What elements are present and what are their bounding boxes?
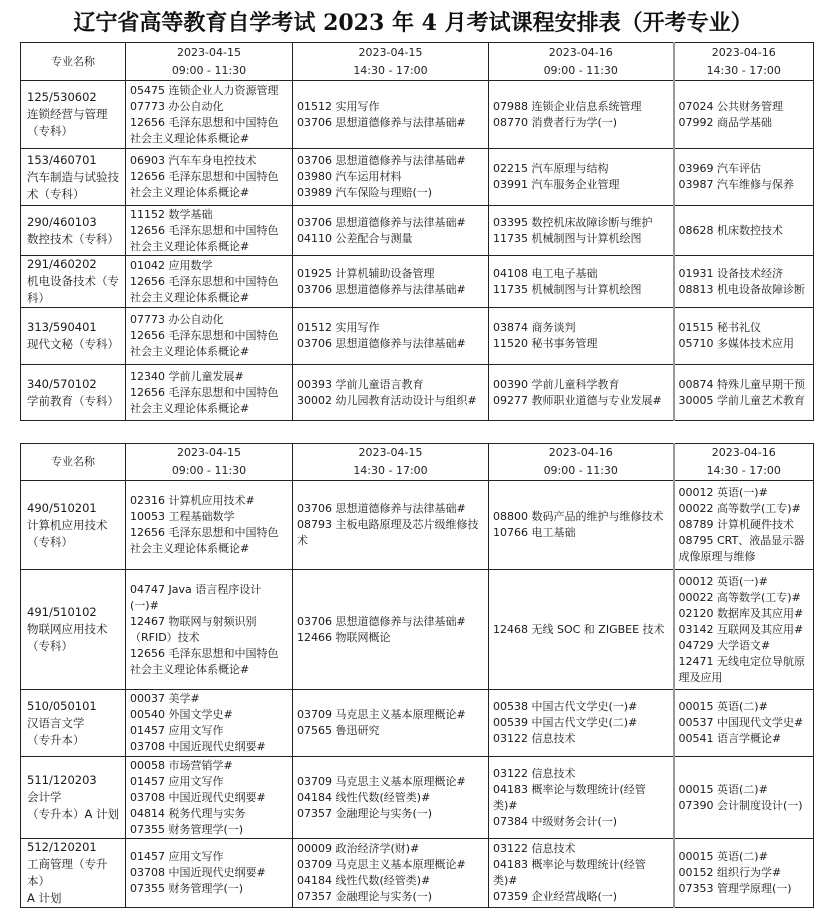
course-entry: 07565 鲁迅研究 <box>297 724 380 737</box>
course-entry: 06903 汽车车身电控技术 <box>130 154 257 167</box>
session-courses-cell <box>489 81 674 149</box>
course-entry: 07359 企业经营战略(一) <box>493 890 618 903</box>
course-entry: 07024 公共财务管理 <box>678 99 783 113</box>
course-entry: 07773 办公自动化 <box>130 313 224 326</box>
session-courses-cell <box>126 839 293 908</box>
session-courses-cell <box>293 256 489 308</box>
major-label-line: （专升本）A 计划 <box>27 807 120 821</box>
schedule-table-2 <box>20 443 814 908</box>
session-header: 2023-04-15 09:00 - 11:30 <box>126 444 293 481</box>
course-entry: 07357 金融理论与实务(一) <box>297 806 433 820</box>
course-entry: 07355 财务管理学(一) <box>130 822 244 836</box>
course-entry: 02120 数据库及其应用# <box>678 606 804 620</box>
course-entry: 04814 税务代理与实务 <box>130 806 246 820</box>
major-label-line: 汽车制造与试验技术（专科） <box>27 169 119 201</box>
course-entry: 00541 语言学概论# <box>678 732 782 745</box>
course-entry: 01457 应用文写作 <box>130 850 224 863</box>
course-entry: 03122 信息技术 <box>493 766 576 780</box>
course-entry: 01042 应用数学 <box>130 258 213 272</box>
major-cell <box>21 206 126 256</box>
session-courses-cell <box>293 690 489 757</box>
course-entry: 03706 思想道德修养与法律基础# <box>297 337 466 350</box>
course-entry: 07390 会计制度设计(一) <box>678 798 803 812</box>
course-entry: 00538 中国古代文学史(一)# <box>493 700 638 713</box>
major-label-line: 数控技术（专科） <box>27 231 119 246</box>
major-label-line: 510/050101 <box>27 698 97 713</box>
major-label-line: 机电设备技术（专科） <box>27 274 119 305</box>
session-courses-cell <box>293 757 489 839</box>
course-entry: 03395 数控机床故障诊断与维护 <box>493 215 653 229</box>
session-courses-cell <box>674 206 814 256</box>
major-label-line: 连锁经营与管理 <box>27 107 108 121</box>
table-row <box>21 757 814 839</box>
table-row <box>21 570 814 690</box>
course-entry: 00015 英语(二)# <box>678 700 768 713</box>
course-entry: 03708 中国近现代史纲要# <box>130 790 266 804</box>
table-row <box>21 308 814 365</box>
major-label-line: 290/460103 <box>27 214 97 229</box>
major-cell <box>21 308 126 365</box>
session-header: 2023-04-16 09:00 - 11:30 <box>489 444 674 481</box>
course-entry: 10053 工程基础数学 <box>130 510 235 523</box>
session-courses-cell <box>674 308 814 365</box>
course-entry: 00539 中国古代文学史(二)# <box>493 716 638 729</box>
course-entry: 00015 英语(二)# <box>678 782 768 796</box>
course-entry: 12656 毛泽东思想和中国特色社会主义理论体系概论# <box>130 170 279 199</box>
table-row <box>21 81 814 149</box>
course-entry: 03706 思想道德修养与法律基础# <box>297 154 466 167</box>
table-row <box>21 839 814 908</box>
course-entry: 03709 马克思主义基本原理概论# <box>297 708 466 721</box>
session-courses-cell <box>126 206 293 256</box>
course-entry: 04747 Java 语言程序设计(一)# <box>130 582 262 612</box>
major-cell <box>21 570 126 690</box>
major-cell <box>21 757 126 839</box>
session-header: 2023-04-15 14:30 - 17:00 <box>293 43 489 81</box>
session-header: 2023-04-16 14:30 - 17:00 <box>674 444 814 481</box>
course-entry: 12656 毛泽东思想和中国特色社会主义理论体系概论# <box>130 385 279 415</box>
course-entry: 00393 学前儿童语言教育 <box>297 377 424 391</box>
session-courses-cell <box>126 481 293 570</box>
session-courses-cell <box>293 839 489 908</box>
schedule-body-2 <box>21 481 814 908</box>
course-entry: 07384 中级财务会计(一) <box>493 814 618 828</box>
course-entry: 03706 思想道德修养与法律基础# <box>297 282 466 296</box>
course-entry: 01457 应用文写作 <box>130 724 224 737</box>
table-header-row <box>21 43 814 81</box>
session-courses-cell <box>293 308 489 365</box>
session-courses-cell <box>293 570 489 690</box>
course-entry: 04729 大学语文# <box>678 638 771 652</box>
course-entry: 04110 公差配合与测量 <box>297 231 413 245</box>
session-courses-cell <box>126 570 293 690</box>
course-entry: 03142 互联网及其应用# <box>678 622 804 636</box>
session-courses-cell <box>489 308 674 365</box>
page-title: 辽宁省高等教育自学考试 2023 年 4 月考试课程安排表（开考专业） <box>73 10 753 36</box>
session-courses-cell <box>489 149 674 206</box>
course-entry: 05710 多媒体技术应用 <box>678 337 794 350</box>
schedule-body-1 <box>21 81 814 421</box>
course-entry: 01515 秘书礼仪 <box>678 321 761 334</box>
course-entry: 03706 思想道德修养与法律基础# <box>297 115 466 129</box>
major-label-line: 340/570102 <box>27 376 97 391</box>
course-entry: 03989 汽车保险与理赔(一) <box>297 186 433 199</box>
session-courses-cell <box>293 206 489 256</box>
course-entry: 00015 英语(二)# <box>678 850 768 863</box>
session-courses-cell <box>489 839 674 908</box>
course-entry: 07353 管理学原理(一) <box>678 882 792 895</box>
session-courses-cell <box>293 149 489 206</box>
session-courses-cell <box>126 757 293 839</box>
course-entry: 11152 数学基础 <box>130 207 213 221</box>
course-entry: 12466 物联网概论 <box>297 630 391 644</box>
course-entry: 03987 汽车维修与保养 <box>678 178 794 191</box>
major-cell <box>21 481 126 570</box>
course-entry: 00022 高等数学(工专)# <box>678 590 801 604</box>
course-entry: 00058 市场营销学# <box>130 758 233 772</box>
session-courses-cell <box>489 481 674 570</box>
major-cell <box>21 81 126 149</box>
major-cell <box>21 256 126 308</box>
course-entry: 07355 财务管理学(一) <box>130 882 244 895</box>
session-header: 2023-04-15 14:30 - 17:00 <box>293 444 489 481</box>
course-entry: 12656 毛泽东思想和中国特色社会主义理论体系概论# <box>130 526 279 555</box>
course-entry: 01925 计算机辅助设备管理 <box>297 266 435 280</box>
course-entry: 00009 政治经济学(财)# <box>297 842 420 855</box>
major-label-line: A 计划 <box>27 891 62 905</box>
major-column-header: 专业名称 <box>21 444 126 481</box>
course-entry: 00022 高等数学(工专)# <box>678 502 801 515</box>
course-entry: 08789 计算机硬件技术 <box>678 518 794 531</box>
course-entry: 12656 毛泽东思想和中国特色社会主义理论体系概论# <box>130 223 279 253</box>
major-label-line: （专科） <box>27 639 73 653</box>
session-courses-cell <box>674 839 814 908</box>
session-courses-cell <box>489 690 674 757</box>
session-courses-cell <box>126 690 293 757</box>
schedule-table-1 <box>20 42 814 421</box>
major-cell <box>21 149 126 206</box>
course-entry: 08795 CRT、液晶显示器成像原理与维修 <box>678 534 805 563</box>
course-entry: 03122 信息技术 <box>493 842 576 855</box>
session-courses-cell <box>674 690 814 757</box>
course-entry: 03708 中国近现代史纲要# <box>130 866 266 879</box>
major-label-line: 计算机应用技术 <box>27 517 108 532</box>
course-entry: 30002 幼儿园教育活动设计与组织# <box>297 393 477 407</box>
major-label-line: 490/510201 <box>27 500 97 515</box>
course-entry: 08793 主板电路原理及芯片级维修技术 <box>297 518 479 547</box>
session-courses-cell <box>674 481 814 570</box>
session-courses-cell <box>126 149 293 206</box>
major-label-line: 学前教育（专科） <box>27 393 119 408</box>
session-courses-cell <box>489 757 674 839</box>
major-label-line: 125/530602 <box>27 90 97 104</box>
session-courses-cell <box>126 308 293 365</box>
course-entry: 00390 学前儿童科学教育 <box>493 377 620 391</box>
table-row <box>21 365 814 421</box>
session-courses-cell <box>293 481 489 570</box>
session-courses-cell <box>489 256 674 308</box>
course-entry: 11735 机械制图与计算机绘图 <box>493 231 642 245</box>
course-entry: 08813 机电设备故障诊断 <box>678 282 805 296</box>
major-label-line: 现代文秘（专科） <box>27 337 119 351</box>
major-label-line: 工商管理（专升本） <box>27 857 108 888</box>
major-label-line: 会计学 <box>27 790 62 804</box>
session-header: 2023-04-16 14:30 - 17:00 <box>674 43 814 81</box>
course-entry: 04183 概率论与数理统计(经管类)# <box>493 782 646 812</box>
course-entry: 08770 消费者行为学(一) <box>493 115 618 129</box>
course-entry: 03874 商务谈判 <box>493 321 576 334</box>
course-entry: 00540 外国文学史# <box>130 708 233 721</box>
course-entry: 12656 毛泽东思想和中国特色社会主义理论体系概论# <box>130 329 279 358</box>
course-entry: 12656 毛泽东思想和中国特色社会主义理论体系概论# <box>130 646 279 676</box>
course-entry: 12340 学前儿童发展# <box>130 369 244 383</box>
course-entry: 12471 无线电定位导航原理及应用 <box>678 654 805 684</box>
table-header-row <box>21 444 814 481</box>
course-entry: 01457 应用文写作 <box>130 774 224 788</box>
course-entry: 03706 思想道德修养与法律基础# <box>297 502 466 515</box>
course-entry: 03709 马克思主义基本原理概论# <box>297 858 466 871</box>
session-header: 2023-04-15 09:00 - 11:30 <box>126 43 293 81</box>
major-label-line: 汉语言文学 <box>27 715 85 730</box>
session-courses-cell <box>674 256 814 308</box>
major-label-line: 313/590401 <box>27 320 97 334</box>
course-entry: 07992 商品学基础 <box>678 115 772 129</box>
major-label-line: （专科） <box>27 124 73 138</box>
session-courses-cell <box>674 365 814 421</box>
major-column-header: 专业名称 <box>21 43 126 81</box>
major-label-line: 物联网应用技术 <box>27 622 108 636</box>
table-row <box>21 256 814 308</box>
course-entry: 00537 中国现代文学史# <box>678 716 804 729</box>
course-entry: 03706 思想道德修养与法律基础# <box>297 215 466 229</box>
session-courses-cell <box>674 149 814 206</box>
major-label-line: 512/120201 <box>27 840 97 854</box>
session-courses-cell <box>674 570 814 690</box>
course-entry: 03969 汽车评估 <box>678 162 761 175</box>
course-entry: 00152 组织行为学# <box>678 866 782 879</box>
session-courses-cell <box>126 256 293 308</box>
course-entry: 03980 汽车运用材料 <box>297 170 402 183</box>
session-courses-cell <box>293 365 489 421</box>
session-courses-cell <box>489 570 674 690</box>
course-entry: 09277 教师职业道德与专业发展# <box>493 393 662 407</box>
course-entry: 12467 物联网与射频识别（RFID）技术 <box>130 614 257 644</box>
course-entry: 03708 中国近现代史纲要# <box>130 740 266 753</box>
major-label-line: （专科） <box>27 534 73 549</box>
session-courses-cell <box>126 81 293 149</box>
course-entry: 03709 马克思主义基本原理概论# <box>297 774 466 788</box>
course-entry: 01931 设备技术经济 <box>678 266 783 280</box>
session-courses-cell <box>489 206 674 256</box>
course-entry: 00874 特殊儿童早期干预 <box>678 377 805 391</box>
course-entry: 00037 美学# <box>130 692 200 705</box>
course-entry: 03122 信息技术 <box>493 732 576 745</box>
course-entry: 11735 机械制图与计算机绘图 <box>493 282 642 296</box>
table-row <box>21 690 814 757</box>
table-row <box>21 149 814 206</box>
session-header: 2023-04-16 09:00 - 11:30 <box>489 43 674 81</box>
table-row <box>21 206 814 256</box>
course-entry: 10766 电工基础 <box>493 526 576 539</box>
session-courses-cell <box>674 81 814 149</box>
course-entry: 02215 汽车原理与结构 <box>493 162 609 175</box>
major-cell <box>21 365 126 421</box>
course-entry: 08800 数码产品的维护与维修技术 <box>493 510 664 523</box>
course-entry: 11520 秘书事务管理 <box>493 337 598 350</box>
course-entry: 02316 计算机应用技术# <box>130 494 255 507</box>
course-entry: 08628 机床数控技术 <box>678 223 783 237</box>
course-entry: 05475 连锁企业人力资源管理 <box>130 83 279 97</box>
session-courses-cell <box>293 81 489 149</box>
course-entry: 04183 概率论与数理统计(经管类)# <box>493 858 646 887</box>
major-label-line: （专升本） <box>27 732 85 747</box>
course-entry: 03706 思想道德修养与法律基础# <box>297 614 466 628</box>
table-row <box>21 481 814 570</box>
course-entry: 12468 无线 SOC 和 ZIGBEE 技术 <box>493 622 665 636</box>
session-courses-cell <box>674 757 814 839</box>
course-entry: 12656 毛泽东思想和中国特色社会主义理论体系概论# <box>130 115 279 145</box>
session-courses-cell <box>489 365 674 421</box>
major-label-line: 491/510102 <box>27 605 97 619</box>
course-entry: 00012 英语(一)# <box>678 486 768 499</box>
course-entry: 07988 连锁企业信息系统管理 <box>493 99 642 113</box>
course-entry: 30005 学前儿童艺术教育 <box>678 393 805 407</box>
major-cell <box>21 690 126 757</box>
course-entry: 12656 毛泽东思想和中国特色社会主义理论体系概论# <box>130 274 279 304</box>
major-label-line: 153/460701 <box>27 152 97 167</box>
course-entry: 00012 英语(一)# <box>678 574 768 588</box>
course-entry: 03991 汽车服务企业管理 <box>493 178 620 191</box>
course-entry: 04184 线性代数(经管类)# <box>297 874 431 887</box>
major-label-line: 511/120203 <box>27 773 97 787</box>
course-entry: 01512 实用写作 <box>297 99 380 113</box>
course-entry: 04108 电工电子基础 <box>493 266 598 280</box>
major-cell <box>21 839 126 908</box>
course-entry: 07773 办公自动化 <box>130 99 224 113</box>
course-entry: 01512 实用写作 <box>297 321 380 334</box>
course-entry: 04184 线性代数(经管类)# <box>297 790 431 804</box>
major-label-line: 291/460202 <box>27 257 97 271</box>
course-entry: 07357 金融理论与实务(一) <box>297 890 433 903</box>
session-courses-cell <box>126 365 293 421</box>
